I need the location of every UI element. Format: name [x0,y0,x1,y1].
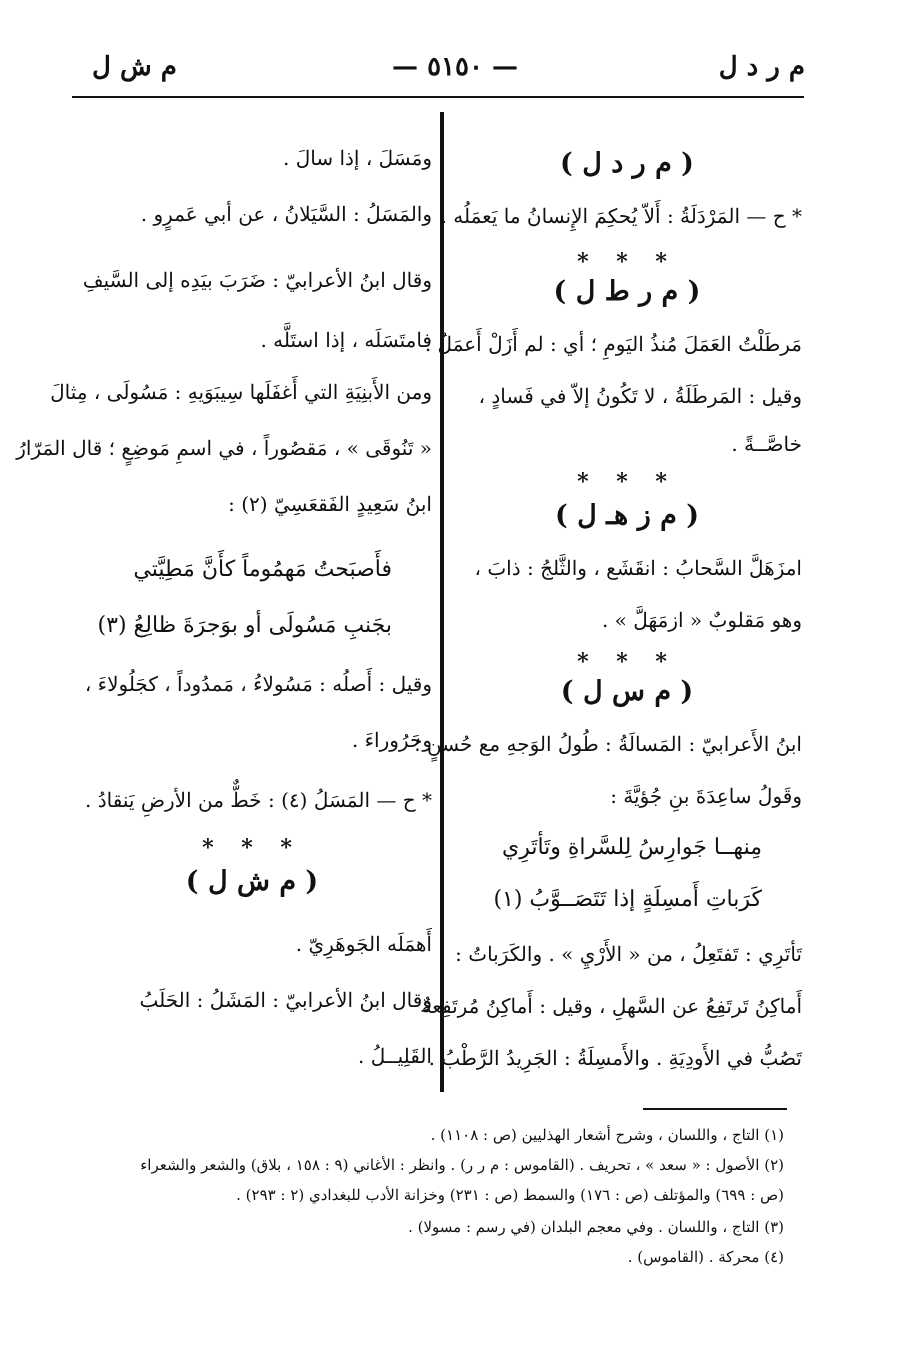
verse-line: فأَصبَحتُ مَهمُوماً كأَنَّ مَطِيَّتي [133,557,392,582]
text-line: « تَنُوقَى » ، مَقصُوراً ، في اسمِ مَوضِعٍ ؛ قال المَرّارُ [16,436,432,460]
text-line: وقال ابنُ الأعرابيّ : ضَرَبَ بيَدِه إلى السَّيفِ [82,268,432,292]
section-divider: * * * [577,469,677,495]
text-line: * ح — المَسَلُ (٤) : خَطٌّ من الأرضِ يَنقادُ . [85,788,432,812]
text-line: ابنُ الأَعرابيّ : المَسالَةُ : طُولُ الوَجهِ مع حُسنٍ ؛ [414,732,802,756]
text-line: * ح — المَرْدَلَةُ : أَلاّ يُحكِمَ الإِنسانُ ما يَعمَلُه . [440,204,802,228]
text-line: وقيل : المَرطَلَةُ ، لا تَكُونُ إلاّ في فَسادٍ ، [478,384,802,408]
text-line: وقَولُ ساعِدَةَ بنِ جُؤيَّةَ : [610,784,802,808]
section-divider: * * * [577,249,677,275]
footnote: (٣) التاج ، واللسان . وفي معجم البلدان (في رسم : مسولا) . [408,1218,784,1236]
verse-line: بجَنبِ مَسُولَى أو بوَجرَةَ ظالِعُ (٣) [97,613,392,638]
text-line: القَلِيــلُ . [357,1044,432,1068]
text-line: وقيل : أَصلُه : مَسُولاءُ ، مَمدُوداً ، كجَلُولاءَ ، [84,672,432,696]
text-line: وقال ابنُ الأعرابيّ : المَشَلُ : الحَلَبُ [139,988,432,1012]
text-line: والمَسَلُ : السَّيَلانُ ، عن أبي عَمرٍو . [140,202,432,226]
entry-heading: ( م ر د ل ) [560,148,694,179]
text-line: مَرطَلْتُ العَمَلَ مُنذُ اليَومِ ؛ أي : لم أَزَلْ أَعمَلُ . [424,332,802,356]
entry-heading: ( م س ل ) [560,676,694,707]
text-line: امزَهَلَّ السَّحابُ : انقَشَع ، والثَّلجُ : ذابَ ، [474,556,802,580]
footnote: (١) التاج ، واللسان ، وشرح أشعار الهذليين (ص : ١١٠٨) . [430,1126,784,1144]
column-separator [440,112,444,1092]
footnote-rule [643,1108,787,1110]
text-line: ومن الأَبنِيَةِ التي أَغفَلَها سِيبَوَيهِ : مَسُولَى ، مِثالَ [50,380,432,404]
footnote: (٤) محركة . (القاموس) . [627,1248,784,1266]
text-line: تَصُبُّ في الأَودِيَةِ . والأَمسِلَةُ : الجَرِيدُ الرَّطْبُ . [428,1046,802,1070]
text-line: فامتَسَلَه ، إذا استَلَّه . [260,328,432,352]
entry-heading: ( م ش ل ) [185,866,319,897]
header-rule [72,96,804,98]
text-line: أَماكِنُ تَرتَفِعُ عن السَّهلِ ، وقيل : أَماكِنُ مُرتَفِعةٌ [421,994,802,1018]
text-line: ابنُ سَعِيدٍ الفَقعَسِيّ (٢) : [228,492,432,516]
text-line: وحَرُوراءَ . [351,728,432,752]
text-line: خاصَّــةً . [731,432,802,456]
text-line: وهو مَقلوبٌ « ازمَهَلَّ » . [601,608,802,632]
header-root-right: م ر د ل [718,52,805,82]
text-line: ومَسَلَ ، إذا سالَ . [282,146,432,170]
entry-heading: ( م ز هـ ل ) [554,500,700,531]
page-number: — ٥١٥٠ — [392,52,518,82]
entry-heading: ( م ر ط ل ) [553,276,701,307]
footnote: (٢) الأصول : « سعد » ، تحريف . (القاموس : م ر ر) . وانظر : الأغاني (٩ : ١٥٨ ، بلاق) والشعر والشعراء [140,1156,784,1174]
verse-line: كَرَباتِ أَمسِلَةٍ إذا تَتَصَــوَّبُ (١) [493,887,762,912]
section-divider: * * * [202,835,302,861]
section-divider: * * * [577,649,677,675]
text-line: أَهمَلَه الجَوهَرِيّ . [295,932,432,956]
text-line: تَأتَرِي : تَفتَعِلُ ، من « الأَرْيِ » . والكَرَباتُ : [455,942,802,966]
header-root-left: م ش ل [92,52,177,82]
verse-line: مِنهــا جَوارِسُ لِلسَّراةِ وتَأتَرِي [501,835,762,860]
footnote: (ص : ٦٩٩) والمؤتلف (ص : ١٧٦) والسمط (ص : ٢٣١) وخزانة الأدب للبغدادي (٢ : ٢٩٣) . [236,1186,784,1204]
